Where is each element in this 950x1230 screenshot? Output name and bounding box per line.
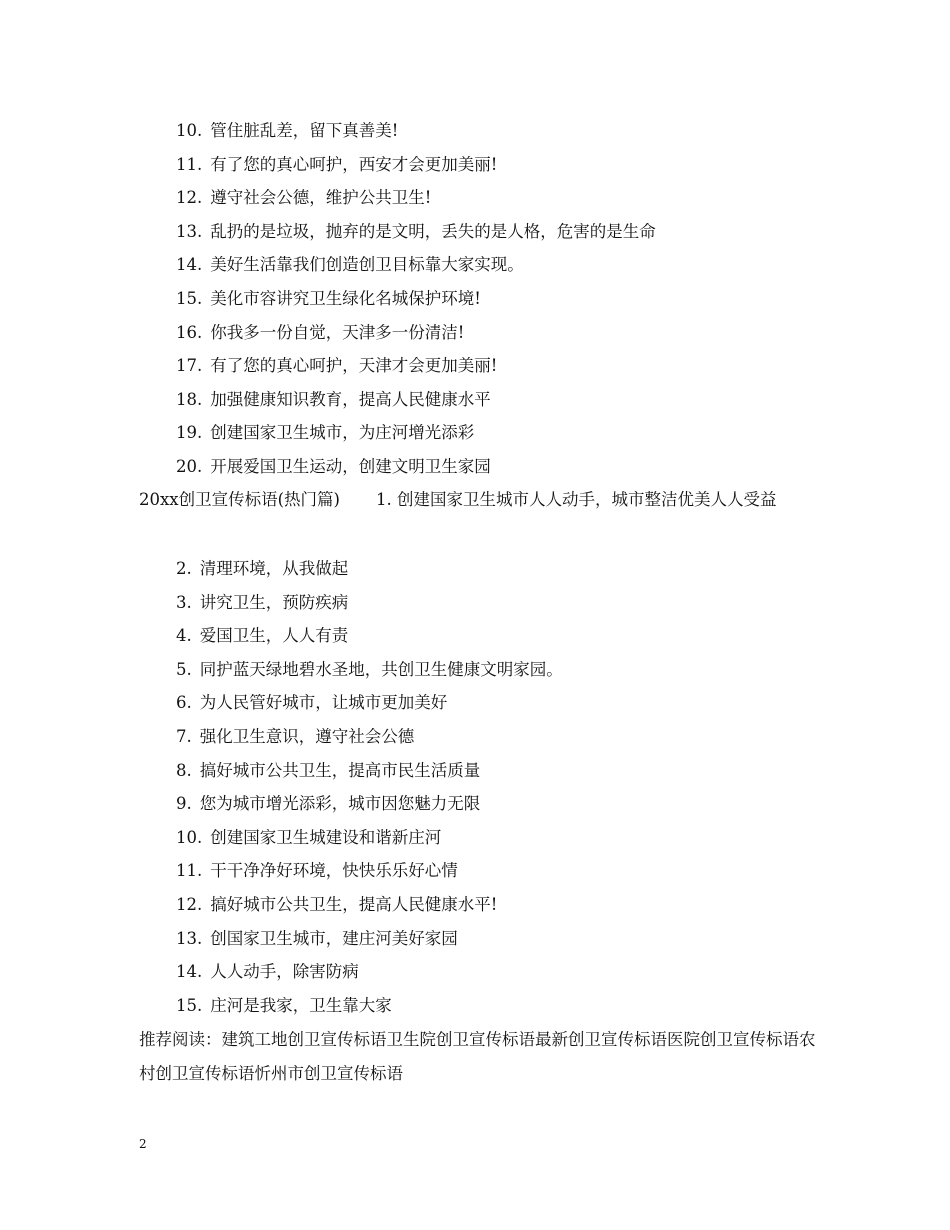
item-number: 7. — [176, 726, 192, 746]
item-number: 15. — [176, 995, 203, 1015]
item-text: 遵守社会公德，维护公共卫生! — [210, 188, 432, 208]
item-text: 人人动手，除害防病 — [210, 962, 359, 982]
item-text: 管住脏乱差，留下真善美! — [210, 121, 399, 140]
item-number: 14. — [176, 255, 203, 275]
list-item — [0, 282, 950, 316]
list-item — [0, 955, 950, 989]
item-text: 有了您的真心呵护，天津才会更加美丽! — [210, 356, 498, 376]
item-text: 开展爱国卫生运动，创建文明卫生家园 — [210, 456, 491, 476]
item-text: 创建国家卫生城建设和谐新庄河 — [210, 827, 442, 847]
item-text: 创国家卫生城市，建庄河美好家园 — [210, 928, 458, 948]
item-text: 你我多一份自觉，天津多一份清洁! — [210, 322, 465, 342]
list-item — [0, 215, 950, 249]
item-number: 15. — [176, 288, 203, 308]
item-number: 6. — [176, 693, 192, 713]
item-number: 18. — [176, 389, 203, 409]
item-text: 清理环境，从我做起 — [199, 559, 349, 578]
item-text: 为人民管好城市，让城市更加美好 — [199, 693, 448, 713]
list-item — [0, 114, 950, 148]
item-number: 13. — [176, 928, 203, 948]
list-item — [0, 316, 950, 350]
section-heading: 20xx创卫宣传标语(热门篇) — [139, 490, 340, 509]
item-number: 11. — [176, 154, 203, 174]
item-text: 强化卫生意识，遵守社会公德 — [199, 726, 415, 746]
list-item — [0, 586, 950, 620]
list-item — [0, 754, 950, 788]
list-item — [0, 181, 950, 215]
list-item — [0, 619, 950, 653]
list-item — [0, 653, 950, 687]
item-number: 14. — [176, 962, 203, 982]
item-number: 9. — [176, 794, 192, 814]
item-text: 有了您的真心呵护，西安才会更加美丽! — [210, 154, 498, 174]
item-number: 11. — [176, 861, 203, 881]
item-text: 干干净净好环境，快快乐乐好心情 — [210, 861, 458, 881]
item-number: 8. — [176, 760, 192, 780]
item-text: 美好生活靠我们创造创卫目标靠大家实现。 — [210, 255, 524, 275]
list-item — [0, 720, 950, 754]
slogan-list-continued — [0, 114, 950, 484]
item-number: 2. — [176, 559, 192, 578]
item-number: 3. — [176, 592, 192, 612]
item-number: 10. — [176, 827, 203, 847]
item-text: 美化市容讲究卫生绿化名城保护环境! — [210, 288, 481, 308]
slogan-list-hot — [0, 552, 950, 1022]
item-number: 17. — [176, 356, 203, 376]
item-number: 10. — [176, 121, 203, 140]
item-text: 搞好城市公共卫生，提高市民生活质量 — [199, 760, 481, 780]
list-item — [0, 552, 950, 586]
list-item — [0, 854, 950, 888]
item-number: 12. — [176, 188, 203, 208]
item-text: 创建国家卫生城市，为庄河增光添彩 — [210, 423, 475, 443]
list-item — [0, 787, 950, 821]
list-item — [0, 989, 950, 1023]
list-item — [0, 922, 950, 956]
item-text: 加强健康知识教育，提高人民健康水平 — [210, 389, 491, 409]
list-item — [0, 148, 950, 182]
page-number: 2 — [139, 1137, 147, 1151]
list-item — [0, 450, 950, 484]
item-text: 同护蓝天绿地碧水圣地，共创卫生健康文明家园。 — [199, 659, 563, 679]
item-number: 20. — [176, 456, 203, 476]
item-text: 庄河是我家，卫生靠大家 — [210, 995, 392, 1015]
list-item — [0, 416, 950, 450]
item-text: 您为城市增光添彩，城市因您魅力无限 — [199, 794, 481, 814]
list-item — [0, 686, 950, 720]
item-number: 12. — [176, 894, 203, 914]
section-heading-paragraph — [139, 483, 819, 517]
list-item — [0, 248, 950, 282]
list-item — [0, 888, 950, 922]
item-number: 5. — [176, 659, 192, 679]
list-item — [0, 383, 950, 417]
item-number: 1. — [375, 490, 392, 509]
item-text: 讲究卫生，预防疾病 — [199, 592, 349, 612]
recommended-reading: 推荐阅读：建筑工地创卫宣传标语卫生院创卫宣传标语最新创卫宣传标语医院创卫宣传标语农村创卫宣传标语忻州市创卫宣传标语 — [139, 1030, 816, 1083]
item-number: 4. — [176, 626, 192, 646]
item-text: 搞好城市公共卫生，提高人民健康水平! — [210, 894, 498, 914]
item-number: 19. — [176, 423, 203, 443]
item-text: 创建国家卫生城市人人动手，城市整洁优美人人受益 — [396, 490, 777, 509]
item-number: 13. — [176, 221, 203, 241]
item-text: 爱国卫生，人人有责 — [199, 626, 349, 646]
list-item — [0, 821, 950, 855]
item-number: 16. — [176, 322, 203, 342]
item-text: 乱扔的是垃圾，抛弃的是文明，丢失的是人格，危害的是生命 — [210, 221, 656, 241]
list-item — [0, 349, 950, 383]
